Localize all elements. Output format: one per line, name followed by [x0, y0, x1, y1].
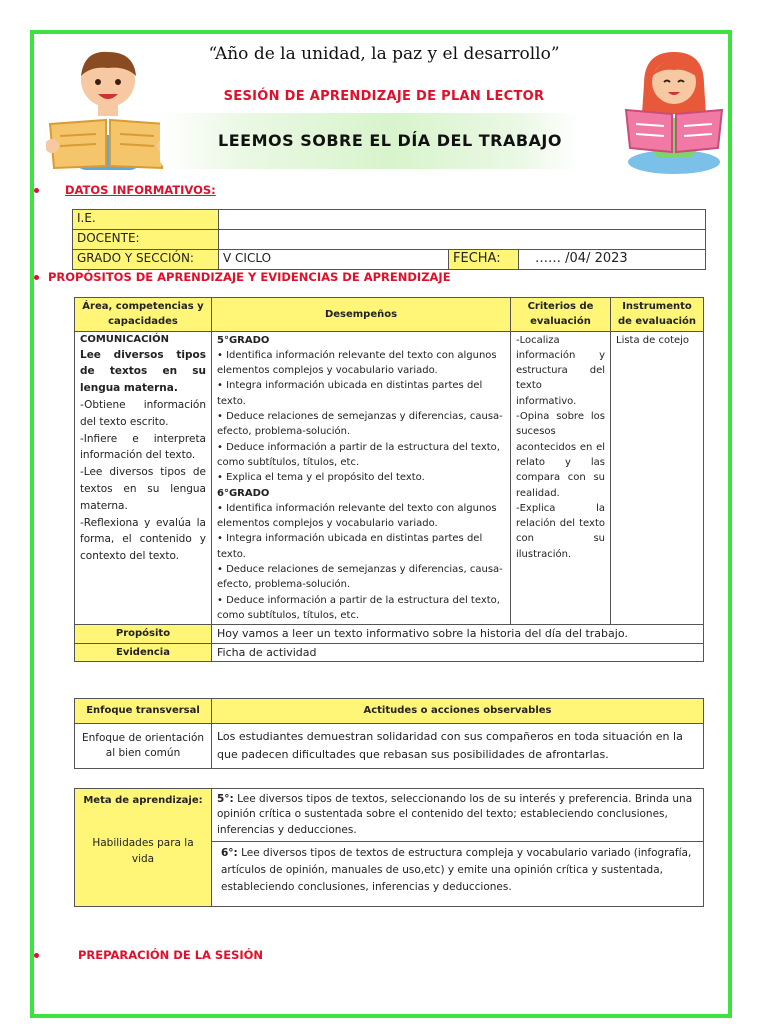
header-instrumento: Instrumento de evaluación — [611, 298, 704, 332]
table-row — [73, 230, 706, 250]
page-title: LEEMOS SOBRE EL DÍA DEL TRABAJO — [218, 131, 562, 150]
desempeno-item: • Identifica información relevante del texto con algunos elementos complejos y vocabulario variado. — [217, 502, 497, 530]
fecha-value: …… /04/ 2023 — [519, 250, 706, 270]
evidencia-value: Ficha de actividad — [212, 643, 704, 661]
desempeno-item: • Deduce relaciones de semejanzas y diferencias, causa-efecto, problema-solución. — [217, 411, 503, 438]
desempenos-cell — [212, 331, 511, 625]
area-name: COMUNICACIÓN — [80, 333, 170, 345]
instrumento-cell: Lista de cotejo — [611, 331, 704, 625]
session-type: SESIÓN DE APRENDIZAJE DE PLAN LECTOR — [223, 89, 545, 104]
meta-label: Meta de aprendizaje: — [83, 795, 203, 806]
actitudes-header: Actitudes o acciones observables — [212, 699, 704, 724]
table-row — [75, 298, 704, 332]
spacer — [80, 808, 206, 836]
desempeno-item: • Identifica información relevante del texto con algunos elementos complejos y vocabulario variado. — [217, 349, 497, 377]
criterio-item: -Localiza información y estructura del texto informativo. — [516, 334, 605, 407]
docente-value — [219, 230, 706, 250]
grado-value: V CICLO — [219, 250, 449, 270]
section-preparacion: PREPARACIÓN DE LA SESIÓN — [34, 948, 263, 962]
docente-label: DOCENTE: — [73, 230, 219, 250]
enfoque-value: Enfoque de orientación al bien común — [75, 724, 212, 769]
capacidad-item: -Infiere e interpreta información del texto. — [80, 432, 206, 462]
grado6-label: 6°GRADO — [217, 487, 270, 499]
table-row — [75, 724, 704, 769]
capacidad-item: -Obtiene información del texto escrito. — [80, 398, 206, 428]
grado-label: GRADO Y SECCIÓN: — [73, 250, 219, 270]
bullet-icon — [34, 953, 39, 958]
proposito-label: Propósito — [75, 625, 212, 643]
evidencia-label: Evidencia — [75, 643, 212, 661]
table-row — [73, 250, 706, 270]
meta-table — [74, 788, 704, 907]
desempeno-item: • Integra información ubicada en distintas partes del texto. — [217, 380, 483, 407]
meta-grado5 — [212, 789, 704, 842]
table-row — [73, 210, 706, 230]
table-row — [75, 625, 704, 643]
grado5-label: 5°GRADO — [217, 334, 270, 346]
bullet-icon — [34, 275, 39, 280]
section-datos: DATOS INFORMATIVOS: — [34, 183, 216, 197]
meta-cell — [75, 789, 212, 907]
desempeno-item: • Integra información ubicada en distintas partes del texto. — [217, 533, 483, 560]
desempeno-item: • Explica el tema y el propósito del texto. — [217, 472, 425, 484]
criterios-cell — [511, 331, 611, 625]
desempeno-item: • Deduce información a partir de la estructura del texto, como subtítulos, títulos, etc. — [217, 594, 500, 621]
ie-value — [219, 210, 706, 230]
header-criterios: Criterios de evaluación — [511, 298, 611, 332]
actitudes-value: Los estudiantes demuestran solidaridad con sus compañeros en toda situación en la que padecen dificultades que rebasan sus posibilidades de afrontarlas. — [212, 724, 704, 769]
header-area: Área, competencias y capacidades — [75, 298, 212, 332]
propositos-table — [74, 297, 704, 662]
table-row — [75, 699, 704, 724]
enfoque-table — [74, 698, 704, 769]
info-table — [72, 209, 706, 270]
criterio-item: -Explica la relación del texto con su ilustración. — [516, 502, 605, 560]
table-row — [75, 643, 704, 661]
habilidades-label: Habilidades para la vida — [92, 837, 194, 865]
section-propositos: PROPÓSITOS DE APRENDIZAJE Y EVIDENCIAS DE APRENDIZAJE — [34, 270, 451, 284]
competencia: Lee diversos tipos de textos en su lengua materna. — [80, 348, 206, 395]
year-motto: “Año de la unidad, la paz y el desarrollo” — [208, 44, 560, 64]
table-row — [75, 331, 704, 625]
bullet-icon — [34, 188, 39, 193]
enfoque-header: Enfoque transversal — [75, 699, 212, 724]
meta-grado6-text: Lee diversos tipos de textos de estructura compleja y vocabulario variado (infografía, artículos de opinión, manuales de uso,etc) y emite una opinión crítica y sustentada, estableciendo conclusiones, inferencias y deducciones. — [221, 846, 692, 893]
table-row — [75, 789, 704, 842]
desempeno-item: • Deduce información a partir de la estructura del texto, como subtítulos, títulos, etc. — [217, 441, 500, 468]
meta-grado6 — [212, 841, 704, 906]
criterio-item: -Opina sobre los sucesos acontecidos en el relato y las compara con su realidad. — [516, 411, 605, 499]
meta-grado5-label: 5°: — [217, 793, 234, 805]
header-desempenos: Desempeños — [212, 298, 511, 332]
meta-grado5-text: Lee diversos tipos de textos, seleccionando los de su interés y preferencia. Brinda una opinión crítica o sustentada sobre el contenido del texto; estableciendo conclusiones, inferencias y deducciones. — [217, 793, 693, 836]
capacidad-item: -Reflexiona y evalúa la forma, el contenido y contexto del texto. — [80, 516, 206, 563]
capacidad-item: -Lee diversos tipos de textos en su lengua materna. — [80, 466, 206, 512]
meta-grado6-label: 6°: — [221, 846, 238, 859]
fecha-label: FECHA: — [449, 250, 519, 270]
ie-label: I.E. — [73, 210, 219, 230]
proposito-value: Hoy vamos a leer un texto informativo sobre la historia del día del trabajo. — [212, 625, 704, 643]
area-cell — [75, 331, 212, 625]
desempeno-item: • Deduce relaciones de semejanzas y diferencias, causa-efecto, problema-solución. — [217, 564, 503, 591]
